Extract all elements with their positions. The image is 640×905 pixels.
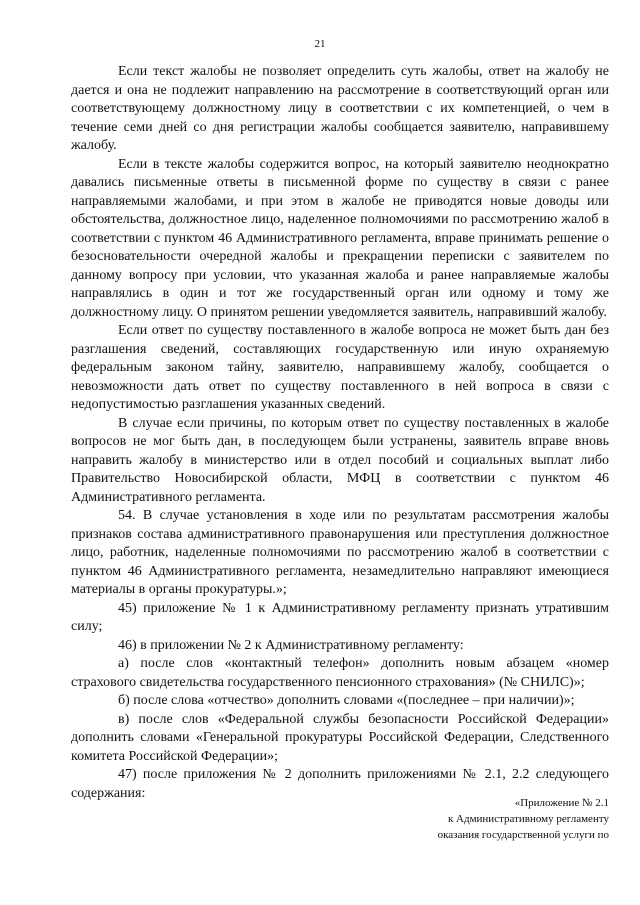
paragraph-11: 47) после приложения № 2 дополнить приложениями № 2.1, 2.2 следующего содержания: xyxy=(71,767,609,801)
page-number: 21 xyxy=(314,38,326,50)
paragraph-3: Если ответ по существу поставленного в жалобе вопроса не может быть дан без разглашения сведений, составляющих государственную или иную охраняемую федеральным законом тайну, заявителю, направившему жалобу, сообщается о невозможности дать ответ по существу поставленного в ней вопроса в связи с недопустимостью разглашения указанных сведений. xyxy=(71,323,609,412)
paragraph-1: Если текст жалобы не позволяет определить суть жалобы, ответ на жалобу не дается и она не подлежит направлению на рассмотрение в соответствующий орган или соответствующему должностному лицу в соответствии с их компетенцией, о чем в течение семи дней со дня регистрации жалобы сообщается заявителю, направившему жалобу. xyxy=(71,64,609,153)
paragraph-5: 54. В случае установления в ходе или по результатам рассмотрения жалобы признаков состава административного правонарушения или преступления должностное лицо, работник, наделенные полномочиями по рассмотрению жалоб в соответствии с пунктом 46 Административного регламента, незамедлительно направляют имеющиеся материалы в органы прокуратуры.»; xyxy=(71,508,609,597)
paragraph-2: Если в тексте жалобы содержится вопрос, на который заявителю неоднократно давались письменные ответы в письменной форме по существу в связи с ранее направляемыми жалобами, и при этом в жалобе не приводятся новые доводы или обстоятельства, должностное лицо, наделенное полномочиями по рассмотрению жалоб в соответствии с пунктом 46 Административного регламента, вправе принимать решение о безосновательности очередной жалобы и прекращении переписки с заявителем по данному вопросу при условии, что указанная жалоба и ранее направляемые жалобы направлялись в один и тот же государственный орган или одному и тому же должностному лицу. О принятом решении уведомляется заявитель, направивший жалобу. xyxy=(71,156,609,320)
paragraph-6: 45) приложение № 1 к Административному регламенту признать утратившим силу; xyxy=(71,600,609,634)
appendix-title: «Приложение № 2.1 xyxy=(514,797,609,809)
paragraph-4: В случае если причины, по которым ответ по существу поставленных в жалобе вопросов не мог быть дан, в последующем были устранены, заявитель вправе вновь направить жалобу в министерство или в отдел пособий и социальных выплат либо Правительство Новосибирской области, МФЦ в соответствии с пунктом 46 Административного регламента. xyxy=(71,415,609,505)
appendix-service: оказания государственной услуги по xyxy=(437,829,609,841)
appendix-subtitle: к Административному регламенту xyxy=(447,813,609,825)
document-body xyxy=(71,63,609,803)
paragraph-9: б) после слова «отчество» дополнить словами «(последнее – при наличии)»; xyxy=(118,693,575,708)
appendix-heading xyxy=(438,795,609,843)
paragraph-10: в) после слов «Федеральной службы безопасности Российской Федерации» дополнить словами «Генеральной прокуратуры Российской Федерации, Следственного комитета Российской Федерации»; xyxy=(71,711,609,764)
paragraph-8: а) после слов «контактный телефон» дополнить новым абзацем «номер страхового свидетельства государственного пенсионного страхования» (№ СНИЛС)»; xyxy=(71,656,609,690)
paragraph-7: 46) в приложении № 2 к Административному регламенту: xyxy=(118,637,464,653)
